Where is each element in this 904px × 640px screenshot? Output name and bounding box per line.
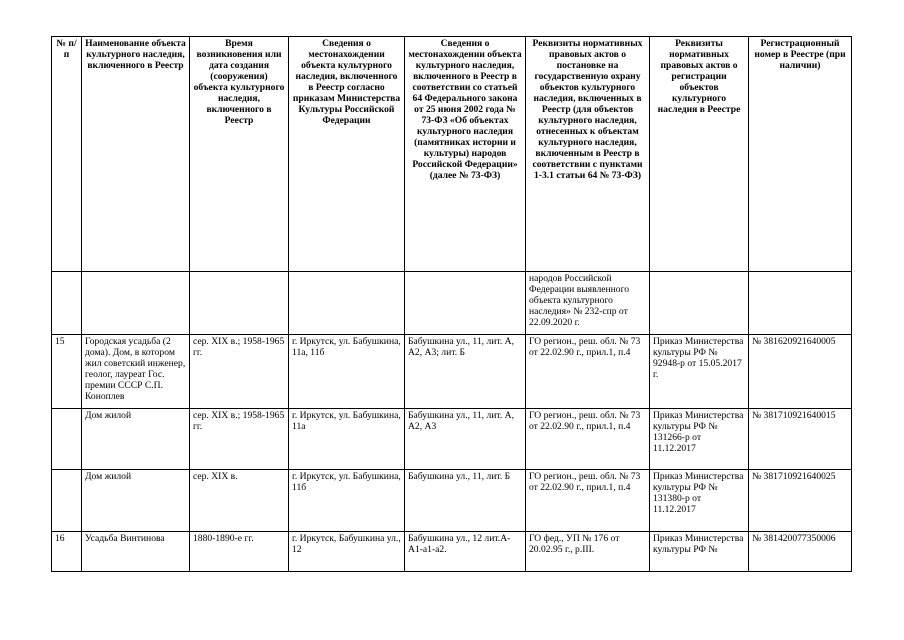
header-row (52, 37, 852, 272)
table-cell: № 381710921640025 (749, 470, 852, 532)
table-cell: Приказ Министерства культуры РФ № 131380-р от 11.12.2017 (650, 470, 749, 532)
table-cell: Бабушкина ул., 11, лит. А, А2, А3; лит. Б (405, 335, 526, 409)
table-cell: г. Иркутск, ул. Бабушкина, 11а (289, 409, 405, 470)
table-cell: № 381620921640005 (749, 335, 852, 409)
table-cell: сер. XIX в.; 1958-1965 гг. (190, 409, 289, 470)
table-cell: г. Иркутск, ул. Бабушкина, 11б (289, 470, 405, 532)
table-cell: сер. XIX в. (190, 470, 289, 532)
table-cell: Приказ Министерства культуры РФ № 92948-р от 15.05.2017 г. (650, 335, 749, 409)
table-cell: Дом жилой (82, 470, 190, 532)
header-cell: Наименование объекта культурного наследия, включенного в Реестр (82, 37, 190, 272)
table-cell: г. Иркутск, ул. Бабушкина, 11а, 11б (289, 335, 405, 409)
table-cell: народов Российской Федерации выявленного объекта культурного наследия» № 232-спр от 22.09.2020 г. (526, 272, 650, 335)
table-cell (405, 272, 526, 335)
table-row (52, 409, 852, 470)
registry-table (51, 36, 852, 572)
header-cell: Реквизиты нормативных правовых актов о регистрации объектов культурного наследия в Реестре (650, 37, 749, 272)
header-cell: Реквизиты нормативных правовых актов о постановке на государственную охрану объектов культурного наследия, включенных в Реестр (для объектов культурного наследия, отнесенных к объектам культурного наследия, включенным в Реестр в соответствии с пунктами 1-3.1 статьи 64 № 73-ФЗ) (526, 37, 650, 272)
header-cell: Сведения о местонахождении объекта культурного наследия, включенного в Реестр согласно приказам Министерства Культуры Российской Федерации (289, 37, 405, 272)
table-cell (749, 272, 852, 335)
table-cell: сер. XIX в.; 1958-1965 гг. (190, 335, 289, 409)
table-cell: Городская усадьба (2 дома). Дом, в котором жил советский инженер, геолог, лауреат Гос. премии СССР С.П. Коноплев (82, 335, 190, 409)
header-cell: № п/п (52, 37, 82, 272)
table-cell: г. Иркутск, Бабушкина ул., 12 (289, 532, 405, 572)
table-cell (190, 272, 289, 335)
table-cell: ГО фед., УП № 176 от 20.02.95 г., р.III. (526, 532, 650, 572)
header-cell: Регистрационный номер в Реестре (при наличии) (749, 37, 852, 272)
table-cell: Дом жилой (82, 409, 190, 470)
table-cell: 16 (52, 532, 82, 572)
header-cell: Время возникновения или дата создания (сооружения) объекта культурного наследия, включенного в Реестр (190, 37, 289, 272)
table-cell: № 381420077350006 (749, 532, 852, 572)
table-cell: Бабушкина ул., 11, лит. Б (405, 470, 526, 532)
table-cell: ГО регион., реш. обл. № 73 от 22.02.90 г., прил.1, п.4 (526, 335, 650, 409)
table-cell: 1880-1890-е гг. (190, 532, 289, 572)
table-cell: № 381710921640015 (749, 409, 852, 470)
table-cell: ГО регион., реш. обл. № 73 от 22.02.90 г., прил.1, п.4 (526, 470, 650, 532)
header-cell: Сведения о местонахождении объекта культурного наследия, включенного в Реестр в соответствии со статьей 64 Федерального закона от 25 июня 2002 года № 73-ФЗ «Об объектах культурного наследия (памятниках истории и культуры) народов Российской Федерации» (далее № 73-ФЗ) (405, 37, 526, 272)
table-cell (650, 272, 749, 335)
table-row (52, 470, 852, 532)
table-row (52, 272, 852, 335)
table-cell (52, 272, 82, 335)
table-row (52, 335, 852, 409)
table-cell: Приказ Министерства культуры РФ № 131266-р от 11.12.2017 (650, 409, 749, 470)
table-cell (289, 272, 405, 335)
table-cell: Приказ Министерства культуры РФ № (650, 532, 749, 572)
table-cell: Бабушкина ул., 12 лит.А-А1-а1-а2. (405, 532, 526, 572)
table-cell (82, 272, 190, 335)
table-cell (52, 470, 82, 532)
table-cell (52, 409, 82, 470)
table-cell: Бабушкина ул., 11, лит. А, А2, А3 (405, 409, 526, 470)
table-cell: ГО регион., реш. обл. № 73 от 22.02.90 г., прил.1, п.4 (526, 409, 650, 470)
table-row (52, 532, 852, 572)
table-cell: Усадьба Винтинова (82, 532, 190, 572)
table-cell: 15 (52, 335, 82, 409)
